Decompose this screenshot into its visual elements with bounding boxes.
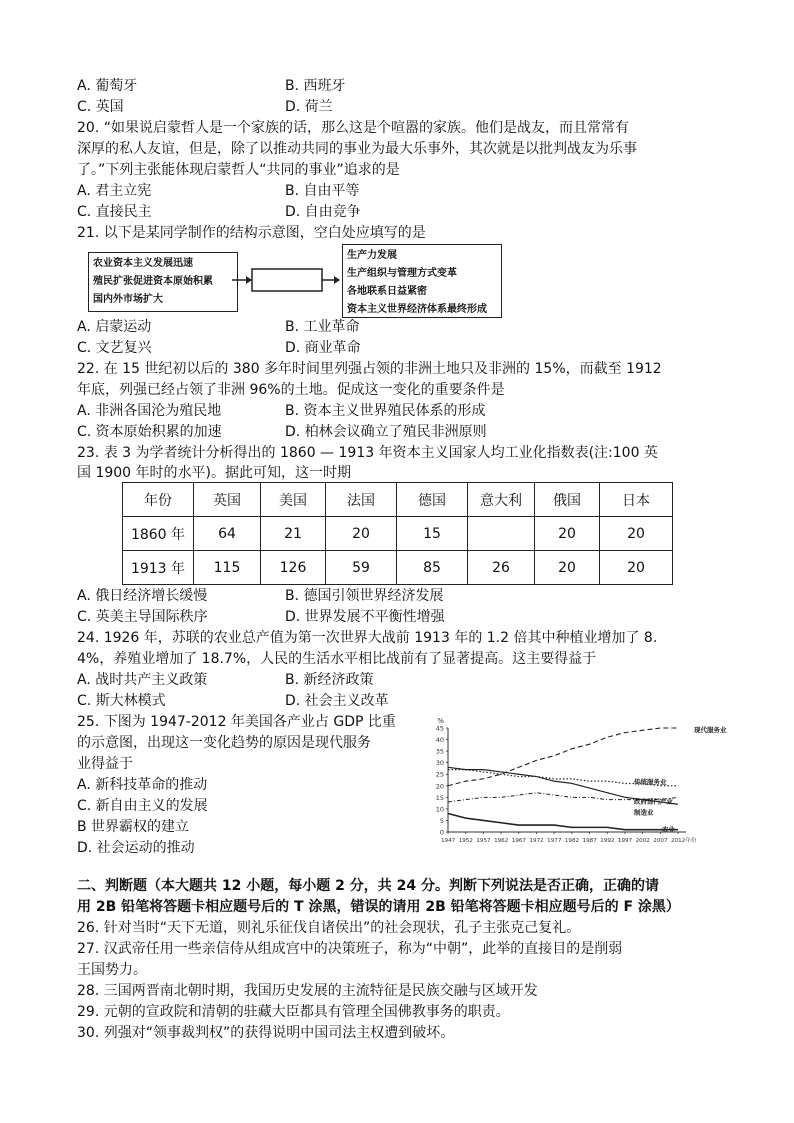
section2-title-line2: 用 2B 铅笔将答题卡相应题号后的 T 涂黑，错误的请用 2B 铅笔将答题卡相应题号后的 F 涂黑）	[77, 899, 680, 915]
q21-option-a: A. 启蒙运动	[77, 319, 152, 335]
q21-option-c: C. 文艺复兴	[77, 340, 152, 356]
x-tick-label: 1952	[458, 838, 473, 844]
q23-stem-line1: 23. 表 3 为学者统计分析得出的 1860 — 1913 年资本主义国家人均工业化指数表(注:100 英	[77, 445, 658, 461]
q27-line1: 27. 汉武帝任用一些亲信侍从组成宫中的决策班子，称为“中朝”，此举的直接目的是削弱	[77, 941, 623, 957]
y-tick-label: 40	[435, 736, 444, 745]
q20-option-c: C. 直接民主	[77, 204, 152, 220]
q25-option-d: D. 社会运动的推动	[77, 840, 195, 856]
q24-option-d: D. 社会主义改革	[285, 693, 389, 709]
q21-left-box	[88, 252, 238, 312]
q21-right-item: 生产力发展	[347, 250, 397, 261]
q25-stem-line1: 25. 下图为 1947-2012 年美国各产业占 GDP 比重	[77, 714, 396, 730]
q25-option-b: C. 新自由主义的发展	[77, 798, 208, 814]
x-tick-label: 2007	[653, 838, 668, 844]
q30: 30. 列强对“领事裁判权”的获得说明中国司法主权遭到破坏。	[77, 1025, 455, 1041]
table-cell: 15	[397, 517, 468, 551]
q20-stem-line2: 深厚的私人友谊，但是，除了以推动共同的事业为最大乐事外，其次就是以批判战友为乐事	[77, 141, 637, 157]
table-cell: 20	[535, 517, 600, 551]
q24-option-c: C. 斯大林模式	[77, 693, 166, 709]
q20-stem-line3: 了。”下列主张能体现启蒙哲人“共同的事业”追求的是	[77, 162, 400, 178]
table-header-row	[123, 483, 673, 517]
q28: 28. 三国两晋南北朝时期，我国历史发展的主流特征是民族交融与区域开发	[77, 983, 538, 999]
x-tick-label: 1987	[582, 838, 597, 844]
table-header-cell: 日本	[600, 483, 673, 517]
q22-option-b: B. 资本主义世界殖民体系的形成	[285, 403, 486, 419]
table-header-cell: 英国	[194, 483, 261, 517]
y-tick-label: 10	[435, 805, 444, 814]
q21-right-item: 各地联系日益紧密	[347, 286, 427, 297]
x-tick-label: 1992	[600, 838, 615, 844]
table-cell: 1860 年	[123, 517, 194, 551]
table-cell: 26	[468, 551, 535, 585]
gdp-share-chart	[420, 714, 740, 856]
q19-option-b: B. 西班牙	[285, 78, 346, 94]
q20-option-a: A. 君主立宪	[77, 183, 152, 199]
x-tick-label: 1962	[494, 838, 509, 844]
q22-option-d: D. 柏林会议确立了殖民非洲原则	[285, 424, 487, 440]
series-label: 农业	[662, 825, 675, 834]
q21-right-item: 生产组织与管理方式变革	[347, 268, 457, 279]
x-tick-label: 1977	[547, 838, 562, 844]
series-label: 现代服务业	[694, 726, 727, 734]
q22-option-c: C. 资本原始积累的加速	[77, 424, 222, 440]
q23-option-b: B. 德国引领世界经济发展	[285, 588, 444, 604]
y-tick-label: 45	[435, 724, 444, 733]
table-cell: 115	[194, 551, 261, 585]
table-row	[123, 517, 673, 551]
q24-stem-line1: 24. 1926 年，苏联的农业总产值为第一次世界大战前 1913 年的 1.2 倍其中种植业增加了 8.	[77, 630, 658, 646]
y-tick-label: 35	[435, 747, 444, 756]
y-tick-label: 5	[439, 816, 444, 825]
table-cell: 20	[600, 517, 673, 551]
q20-option-b: B. 自由平等	[285, 183, 360, 199]
table-cell: 20	[535, 551, 600, 585]
table-cell: 21	[261, 517, 326, 551]
q21-blank-box	[252, 269, 322, 291]
x-tick-label: 1997	[617, 838, 633, 844]
q24-option-b: B. 新经济政策	[285, 672, 374, 688]
table-header-cell: 法国	[326, 483, 397, 517]
q21-left-item: 农业资本主义发展迅速	[93, 258, 193, 269]
table-cell: 64	[194, 517, 261, 551]
q21-right-box	[342, 244, 502, 318]
q24-stem-line2: 4%，养殖业增加了 18.7%，人民的生活水平相比战前有了显著提高。这主要得益于	[77, 651, 597, 667]
q21-left-item: 殖民扩张促进资本原始积累	[93, 276, 213, 287]
q21-flow-arrows	[232, 262, 342, 298]
q19-option-d: D. 荷兰	[285, 99, 333, 115]
q22-option-a: A. 非洲各国沦为殖民地	[77, 403, 222, 419]
x-tick-label: 1972	[529, 838, 544, 844]
q25-stem-line3: 业得益于	[77, 756, 133, 772]
x-tick-label: 1982	[564, 838, 580, 844]
q27-line2: 王国势力。	[77, 962, 147, 978]
q19-option-c: C. 英国	[77, 99, 124, 115]
q23-option-a: A. 俄日经济增长缓慢	[77, 588, 208, 604]
q21-right-item: 资本主义世界经济体系最终形成	[347, 304, 487, 315]
table-header-cell: 美国	[261, 483, 326, 517]
q25-option-c: B 世界霸权的建立	[77, 819, 190, 835]
table-cell: 1913 年	[123, 551, 194, 585]
x-tick-label: 1947	[441, 838, 456, 844]
table-header-cell: 俄国	[535, 483, 600, 517]
q20-stem-line1: 20. “如果说启蒙哲人是一个家族的话，那么这是个喧嚣的家族。他们是战友，而且常常有	[77, 120, 629, 136]
q22-stem-line2: 年底，列强已经占领了非洲 96%的土地。促成这一变化的重要条件是	[77, 382, 505, 398]
table-row	[123, 551, 673, 585]
table-cell	[468, 517, 535, 551]
table-header-cell: 德国	[397, 483, 468, 517]
table-header-cell: 意大利	[468, 483, 535, 517]
table-cell: 20	[326, 517, 397, 551]
q23-option-c: C. 英美主导国际秩序	[77, 609, 208, 625]
x-tick-label: 2002	[635, 838, 650, 844]
table-cell: 20	[600, 551, 673, 585]
q21-stem: 21. 以下是某同学制作的结构示意图，空白处应填写的是	[77, 225, 426, 241]
q21-option-d: D. 商业革命	[285, 340, 361, 356]
y-tick-label: 0	[439, 828, 444, 837]
x-tick-label: 1957	[476, 838, 491, 844]
q24-option-a: A. 战时共产主义政策	[77, 672, 208, 688]
series-label: 传统服务业	[634, 777, 667, 786]
q22-stem-line1: 22. 在 15 世纪初以后的 380 多年时间里列强占领的非洲土地只及非洲的 15%，而截至 1912	[77, 361, 662, 377]
q21-left-item: 国内外市场扩大	[93, 294, 163, 305]
q25-option-a: A. 新科技革命的推动	[77, 777, 208, 793]
q20-option-d: D. 自由竞争	[285, 204, 361, 220]
x-tick-label: 2012年份	[671, 838, 697, 844]
y-tick-label: 15	[435, 793, 444, 802]
y-tick-label: 20	[435, 782, 444, 791]
q21-option-b: B. 工业革命	[285, 319, 360, 335]
q19-option-a: A. 葡萄牙	[77, 78, 138, 94]
q25-stem-line2: 的示意图，出现这一变化趋势的原因是现代服务	[77, 735, 371, 751]
table-header-cell: 年份	[123, 483, 194, 517]
q26: 26. 针对当时“天下无道，则礼乐征伐自诸侯出”的社会现状，孔子主张克己复礼。	[77, 920, 581, 936]
y-tick-label: 30	[435, 759, 444, 768]
y-tick-label: 25	[435, 770, 444, 779]
y-axis-label: %	[437, 717, 444, 725]
x-tick-label: 1967	[511, 838, 527, 844]
section2-title-line1: 二、判断题（本大题共 12 小题，每小题 2 分，共 24 分。判断下列说法是否正确，正确的请	[77, 878, 659, 894]
table-cell: 59	[326, 551, 397, 585]
table-cell: 126	[261, 551, 326, 585]
q23-stem-line2: 国 1900 年时的水平)。据此可知，这一时期	[77, 465, 351, 481]
q29: 29. 元朝的宣政院和清朝的驻藏大臣都具有管理全国佛教事务的职责。	[77, 1004, 510, 1020]
industrialization-table	[122, 482, 673, 585]
series-label: 政府部门产业	[634, 797, 673, 806]
q23-option-d: D. 世界发展不平衡性增强	[285, 609, 445, 625]
series-label: 制造业	[634, 808, 654, 817]
table-cell: 85	[397, 551, 468, 585]
